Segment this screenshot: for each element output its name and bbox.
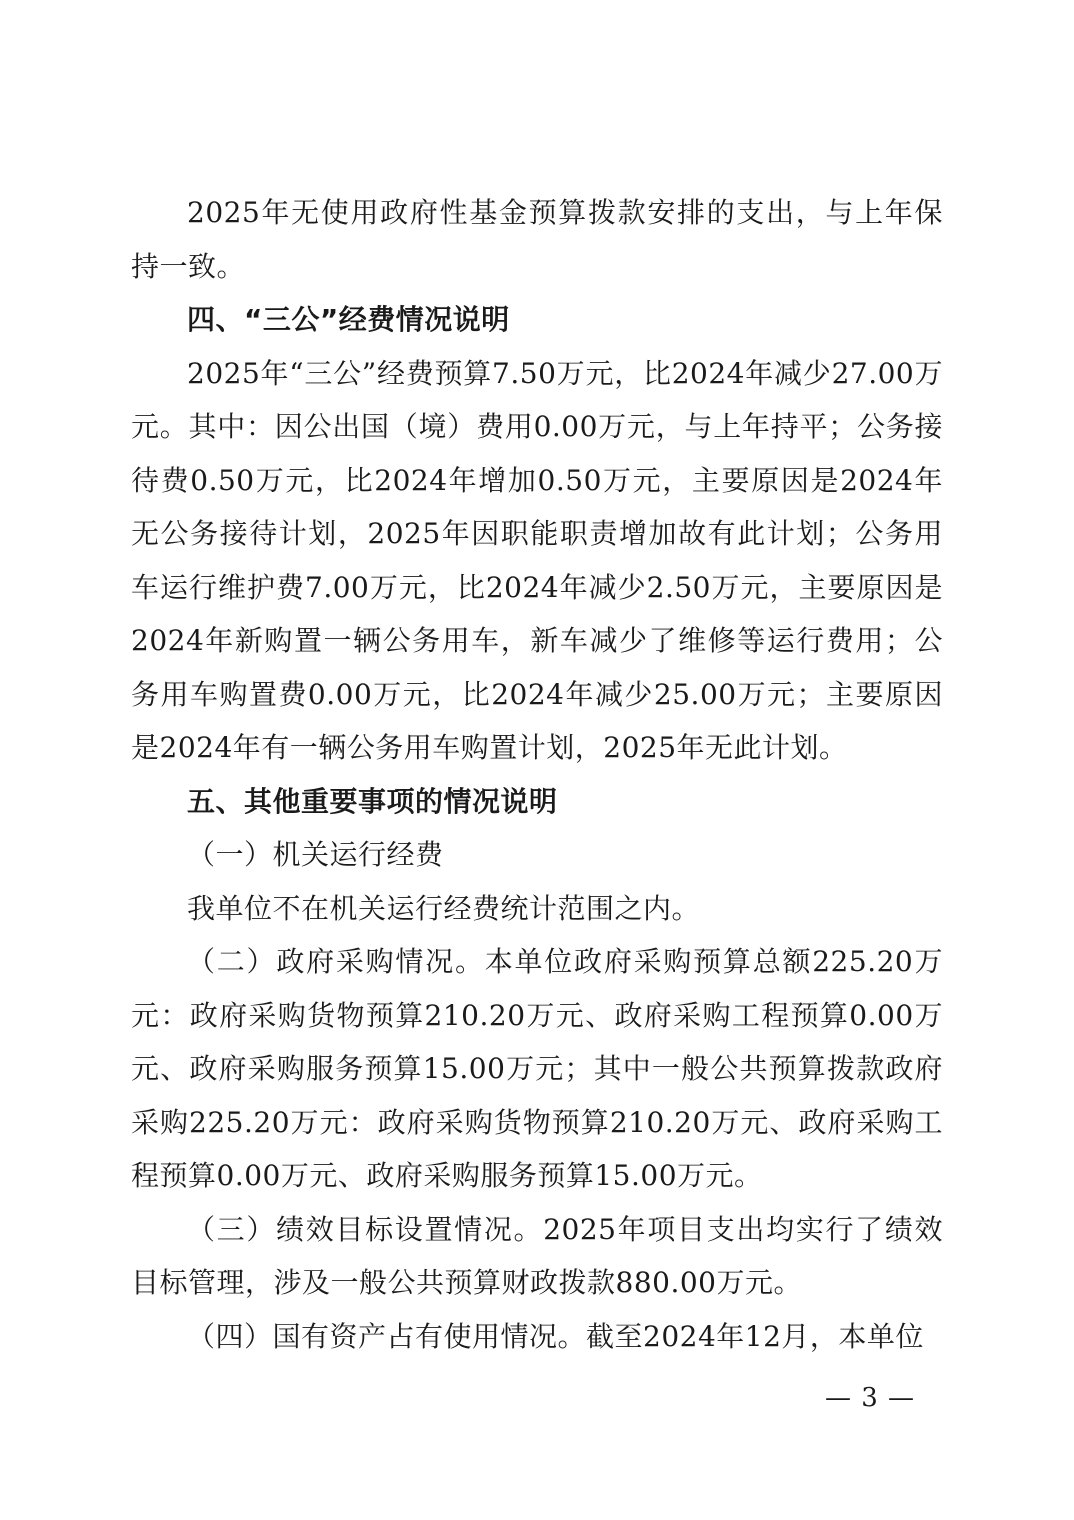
section-heading-other-matters: 五、其他重要事项的情况说明 — [187, 784, 558, 818]
section-heading-three-public: 四、“三公”经费情况说明 — [187, 303, 510, 336]
paragraph-performance-targets: （三）绩效目标设置情况。2025年项目支出均实行了绩效目标管理，涉及一般公共预算财政拨款880.00万元。 — [131, 1212, 943, 1299]
paragraph-three-public-details: 2025年“三公”经费预算7.50万元，比2024年减少27.00万元。其中：因公出国（境）费用0.00万元，与上年持平；公务接待费0.50万元，比2024年增加0.50万元，主要原因是2024年无公务接待计划，2025年因职能职责增加故有此计划；公务用车运行维护费7.00万元，比2024年减少2.50万元，主要原因是2024年新购置一辆公务用车，新车减少了维修等运行费用；公务用车购置费0.00万元，比2024年减少25.00万元；主要原因是2024年有一辆公务用车购置计划，2025年无此计划。 — [131, 356, 943, 764]
page-number: — 3 — — [824, 1383, 916, 1413]
document-body — [131, 186, 943, 1363]
paragraph-state-assets: （四）国有资产占有使用情况。截至2024年12月，本单位 — [187, 1319, 924, 1353]
subheading-agency-operating-costs: （一）机关运行经费 — [187, 838, 444, 871]
paragraph-fund-budget: 2025年无使用政府性基金预算拨款安排的支出，与上年保持一致。 — [131, 196, 943, 283]
paragraph-agency-operating-costs: 我单位不在机关运行经费统计范围之内。 — [187, 891, 701, 925]
paragraph-government-procurement: （二）政府采购情况。本单位政府采购预算总额225.20万元：政府采购货物预算210.20万元、政府采购工程预算0.00万元、政府采购服务预算15.00万元；其中一般公共预算拨款政府采购225.20万元：政府采购货物预算210.20万元、政府采购工程预算0.00万元、政府采购服务预算15.00万元。 — [131, 945, 943, 1192]
